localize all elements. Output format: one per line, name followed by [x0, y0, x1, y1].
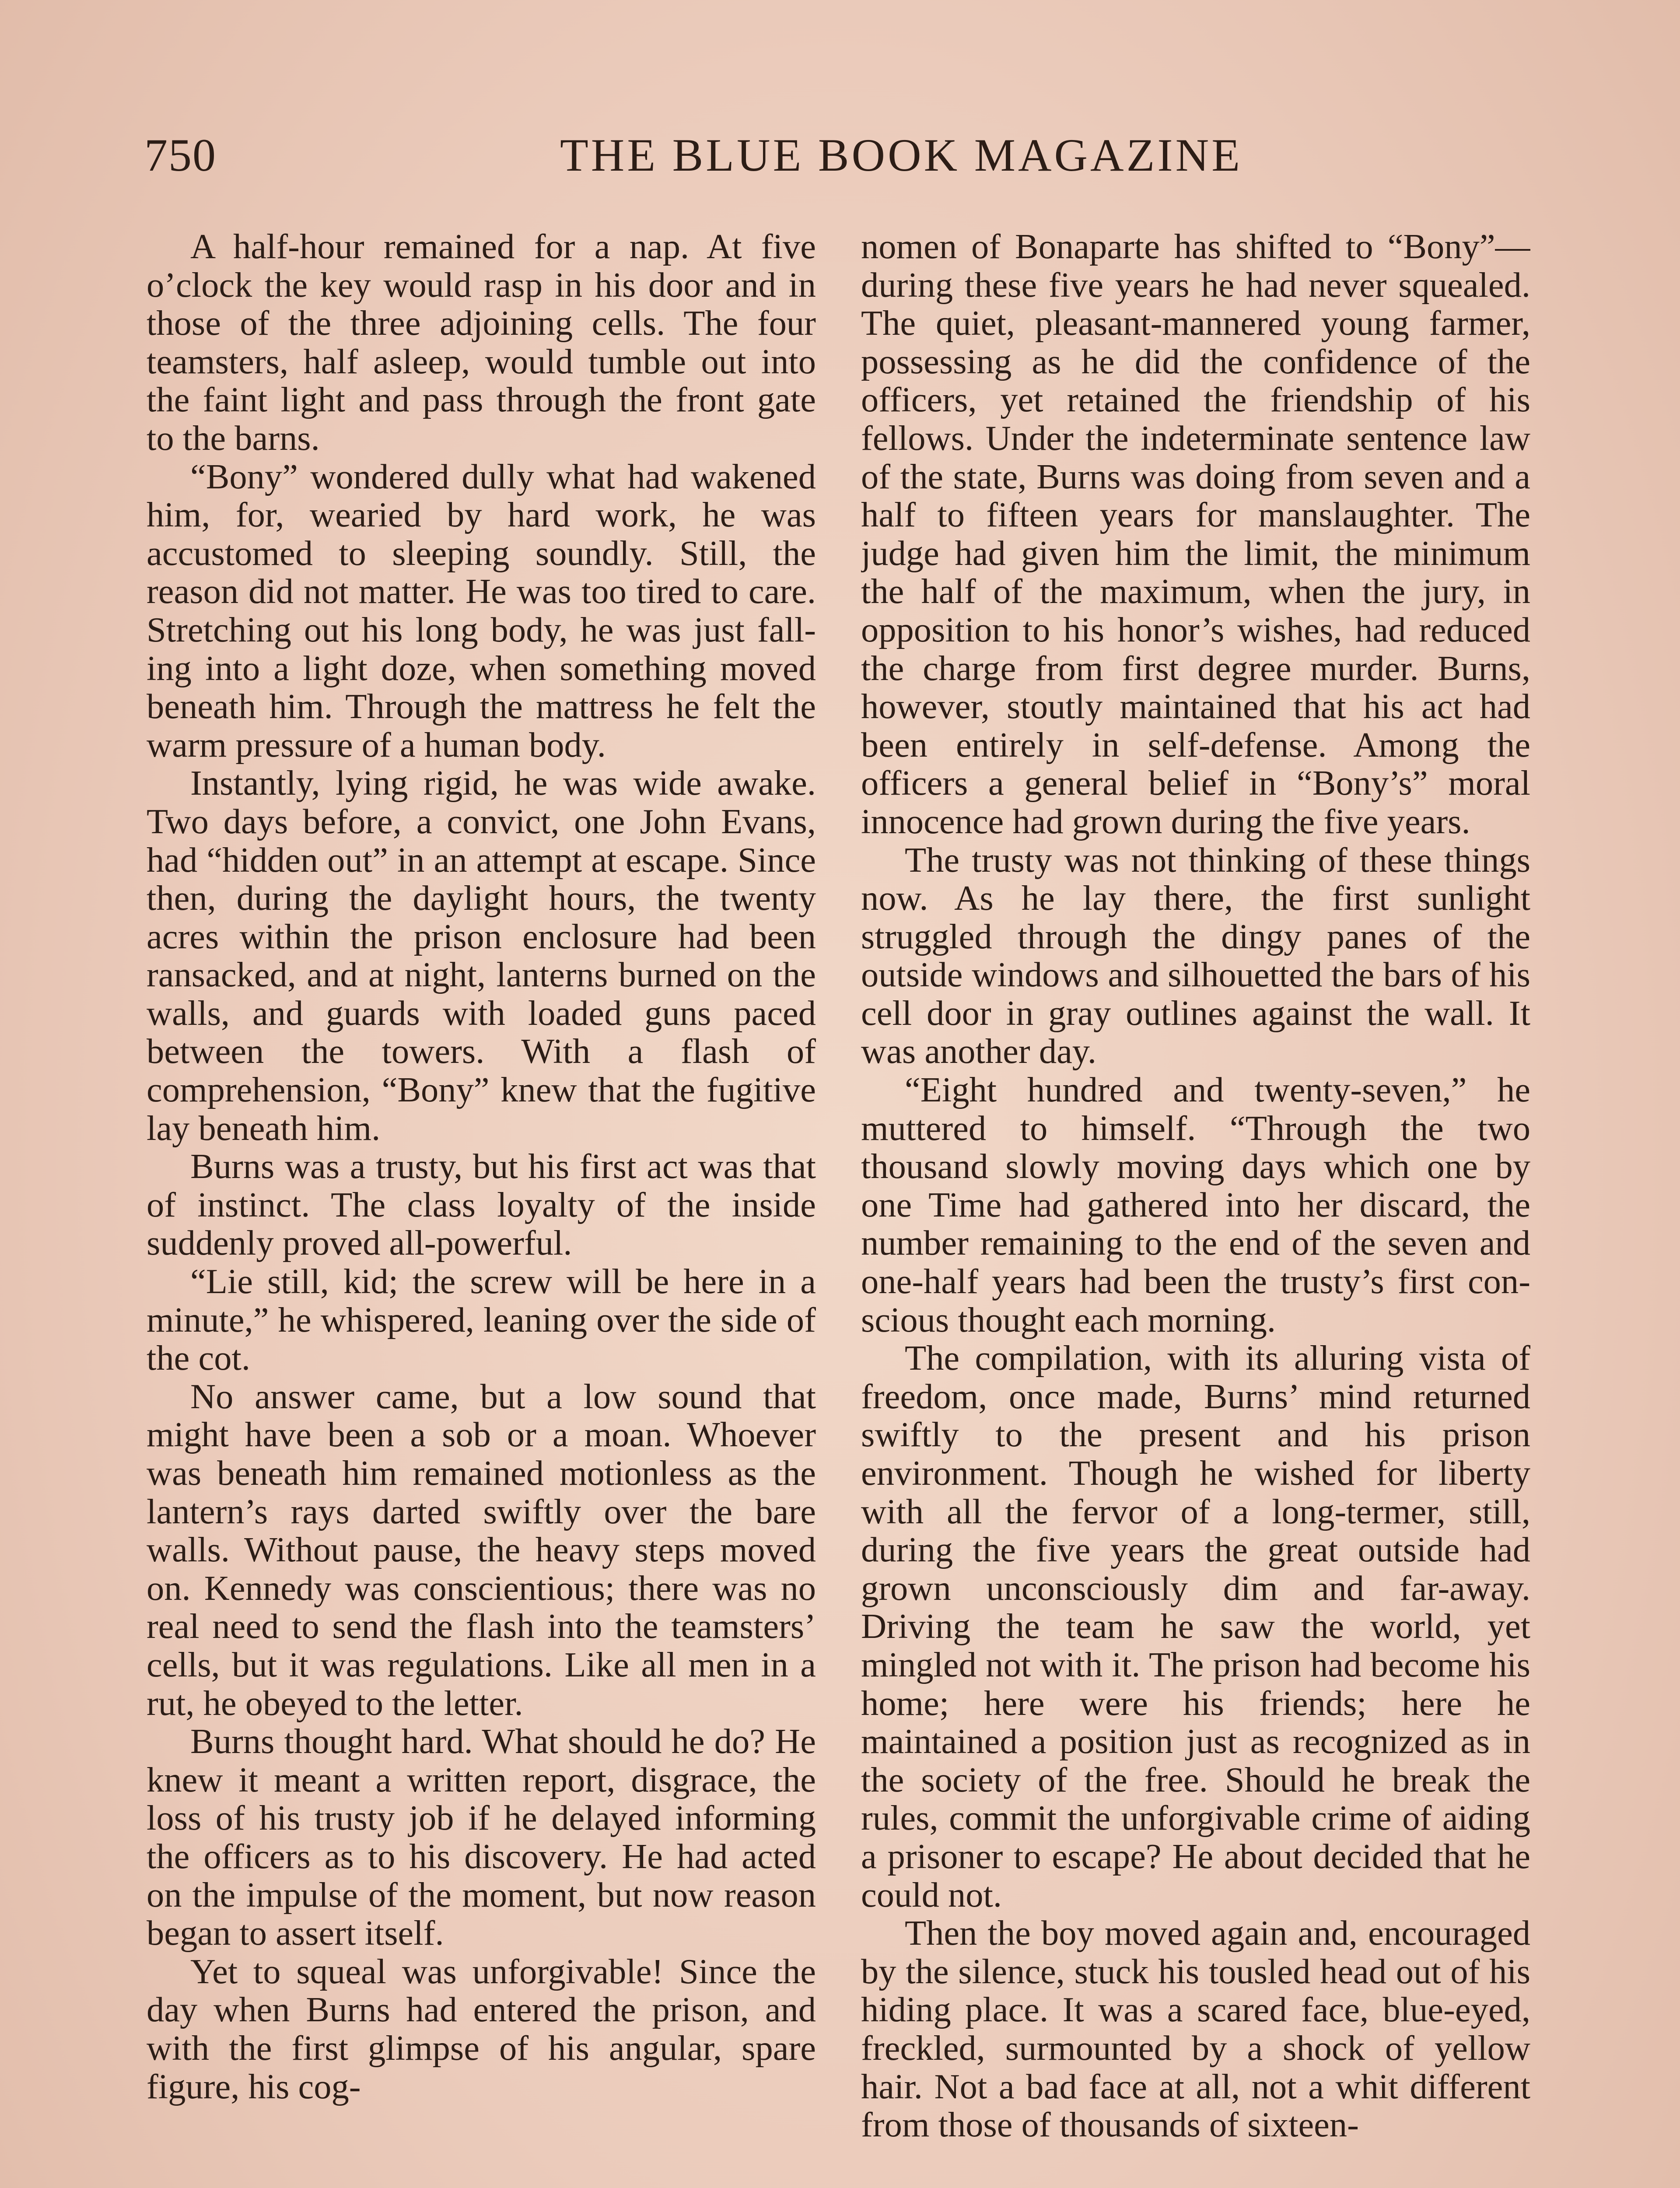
right-text-column [861, 228, 1530, 2188]
page-header [144, 127, 1544, 193]
paragraph: No answer came, but a low sound that might have been a sob or a moan. Whoever was beneath him remained motionless as the lantern’s rays darted swiftly over the bare walls. Without pause, the heavy steps moved on. Kennedy was conscientious; there was no real need to send the flash into the teamsters’ cells, but it was regulations. Like all men in a rut, he obeyed to the letter. [147, 1377, 816, 1723]
paragraph: The trusty was not thinking of these things now. As he lay there, the first sunlight struggled through the dingy panes of the outside windows and silhouetted the bars of his cell door in gray outlines against the wall. It was another day. [861, 840, 1530, 1071]
paragraph-continued: nomen of Bonaparte has shifted to “Bony”—during these five years he had never squealed. The quiet, pleasant-mannered young farmer, possessing as he did the confidence of the officers, yet retained the friendship of his fellows. Under the indeterminate sentence law of the state, Burns was doing from seven and a half to fifteen years for manslaughter. The judge had given him the limit, the minimum the half of the maximum, when the jury, in opposition to his honor’s wishes, had reduced the charge from first degree murder. Burns, however, stoutly maintained that his act had been entirely in self-defense. Among the officers a general belief in “Bony’s” moral innocence had grown during the five years. [861, 228, 1530, 841]
paragraph: Then the boy moved again and, encouraged by the silence, stuck his tousled head out of his hiding place. It was a scared face, blue-eyed, freckled, surmounted by a shock of yellow hair. Not a bad face at all, not a whit different from those of thousands of sixteen- [861, 1914, 1530, 2145]
paragraph: A half-hour remained for a nap. At five o’clock the key would rasp in his door and in those of the three adjoining cells. The four teamsters, half asleep, would tumble out into the faint light and pass through the front gate to the barns. [147, 228, 816, 458]
paragraph: Instantly, lying rigid, he was wide awake. Two days before, a convict, one John Evans, had “hidden out” in an attempt at escape. Since then, during the daylight hours, the twenty acres within the prison enclosure had been ransacked, and at night, lanterns burned on the walls, and guards with loaded guns paced between the towers. With a flash of comprehension, “Bony” knew that the fugitive lay beneath him. [147, 764, 816, 1148]
paragraph: Yet to squeal was unforgivable! Since the day when Burns had entered the prison, and with the first glimpse of his angular, spare figure, his cog- [147, 1952, 816, 2106]
paragraph: “Bony” wondered dully what had wakened him, for, wearied by hard work, he was accustomed to sleeping soundly. Still, the reason did not matter. He was too tired to care. Stretching out his long body, he was just falling into a light doze, when something moved beneath him. Through the mattress he felt the warm pressure of a human body. [147, 457, 816, 764]
left-text-column [147, 228, 816, 2188]
paragraph: Burns thought hard. What should he do? He knew it meant a written report, disgrace, the loss of his trusty job if he delayed informing the officers as to his discovery. He had acted on the impulse of the moment, but now reason began to assert itself. [147, 1722, 816, 1953]
paragraph: Burns was a trusty, but his first act was that of instinct. The class loyalty of the inside suddenly proved all-powerful. [147, 1147, 816, 1263]
paragraph: “Lie still, kid; the screw will be here in a minute,” he whispered, leaning over the side of the cot. [147, 1262, 816, 1378]
paragraph: The compilation, with its alluring vista of freedom, once made, Burns’ mind returned swiftly to the present and his prison environment. Though he wished for liberty with all the fervor of a long-termer, still, during the five years the great outside had grown unconsciously dim and far-away. Driving the team he saw the world, yet mingled not with it. The prison had become his home; here were his friends; here he maintained a position just as recognized as in the society of the free. Should he break the rules, commit the unforgivable crime of aiding a prisoner to escape? He about decided that he could not. [861, 1339, 1530, 1914]
page-number: 750 [144, 130, 217, 181]
paragraph: “Eight hundred and twenty-seven,” he muttered to himself. “Through the two thousand slowly moving days which one by one Time had gathered into her discard, the number remaining to the end of the seven and one-half years had been the trusty’s first conscious thought each morning. [861, 1070, 1530, 1339]
running-title: THE BLUE BOOK MAGAZINE [560, 130, 1242, 181]
